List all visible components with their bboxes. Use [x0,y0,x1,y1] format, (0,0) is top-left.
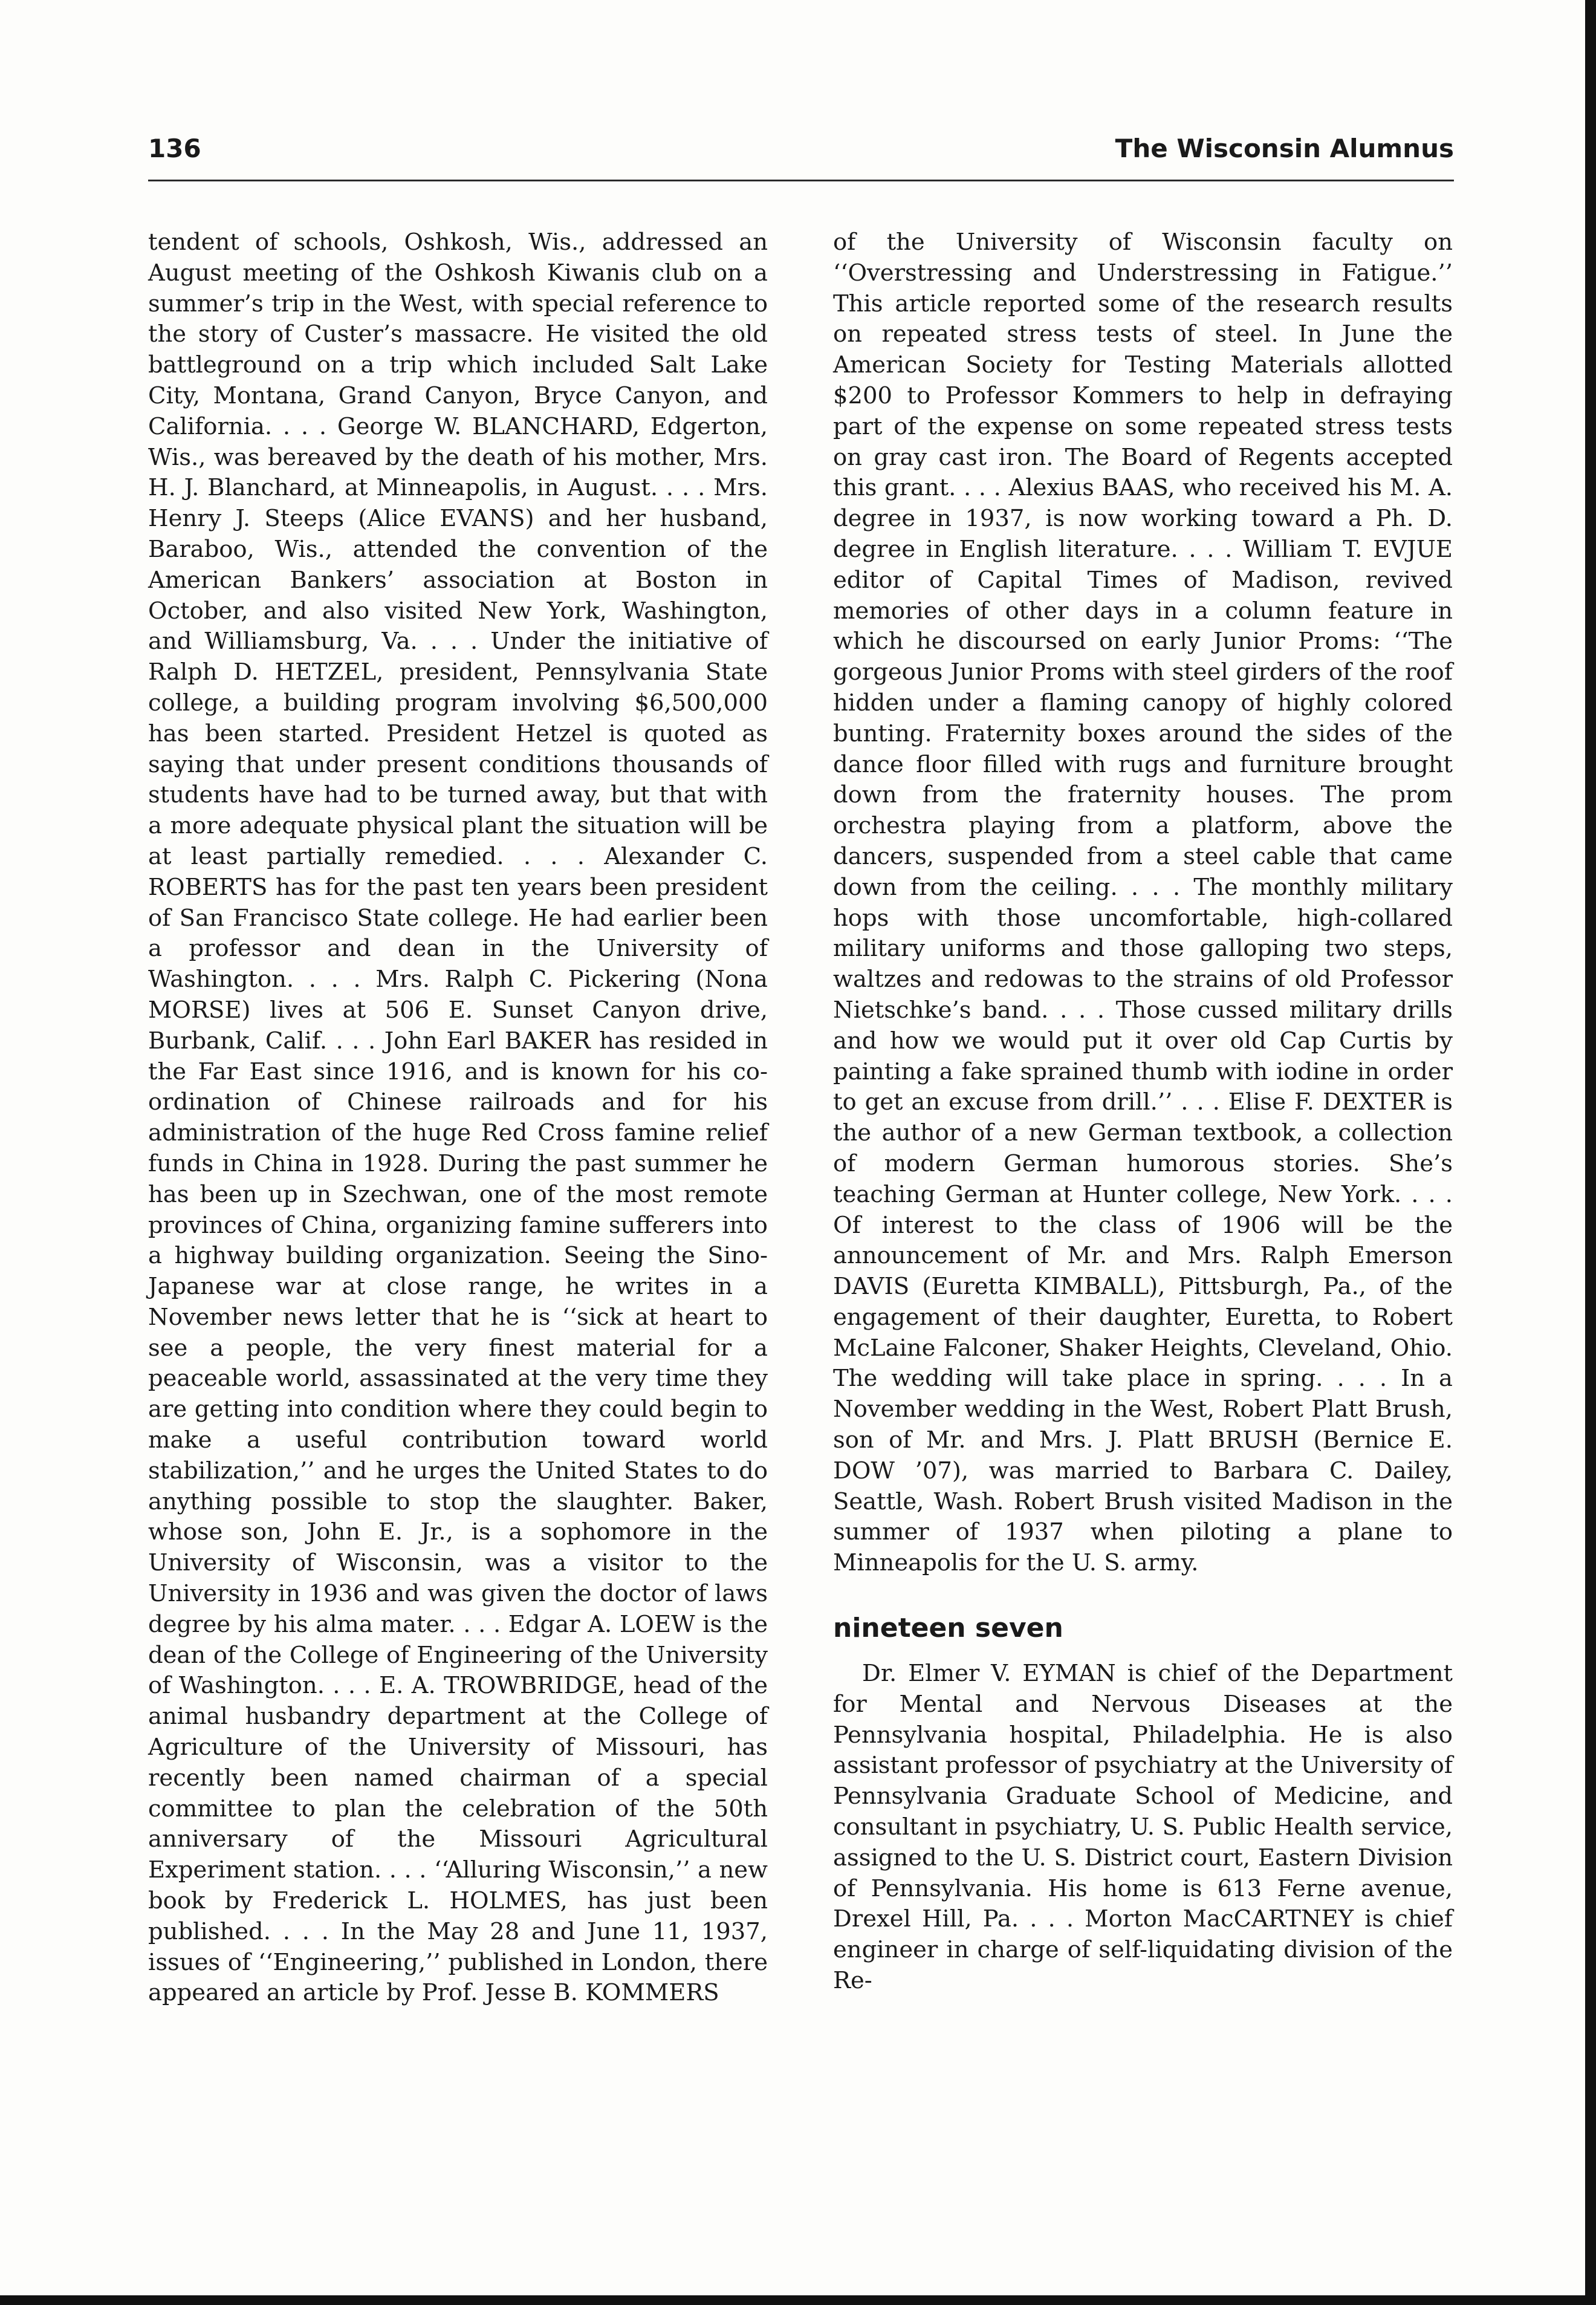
section-heading: nineteen seven [833,1613,1063,1644]
left-column [148,227,768,2009]
section-text: Dr. Elmer V. EYMAN is chief of the Department for Mental and Nervous Diseases at the Pennsylvania hospital, Philadelphia. He is also assistant professor of psychiatry at the University of Pennsylvania Graduate School of Medicine, and consultant in psychiatry, U. S. Public Health service, assigned to the U. S. District court, Eastern Division of Pennsylvania. His home is 613 Ferne avenue, Drexel Hill, Pa. . . . Morton MacCARTNEY is chief engineer in charge of self-liquidating division of the Re- [833,1660,1453,1995]
page-number: 136 [148,134,201,163]
left-column-text: tendent of schools, Oshkosh, Wis., addressed an August meeting of the Oshkosh Kiwanis club on a summer’s trip in the West, with special reference to the story of Custer’s massacre. He visited the old battleground on a trip which included Salt Lake City, Montana, Grand Canyon, Bryce Canyon, and California. . . . George W. BLANCHARD, Edgerton, Wis., was bereaved by the death of his mother, Mrs. H. J. Blanchard, at Minneapolis, in August. . . . Mrs. Henry J. Steeps (Alice EVANS) and her husband, Baraboo, Wis., attended the convention of the American Bankers’ association at Boston in October, and also visited New York, Washington, and Williamsburg, Va. . . . Under the initiative of Ralph D. HETZEL, president, Pennsylvania State college, a building program involving $6,500,000 has been started. President Hetzel is quoted as saying that under present conditions thousands of students have had to be turned away, but that with a more adequate physical plant the situation will be at least partially remedied. . . . Alexander C. ROBERTS has for the past ten years been president of San Francisco State college. He had earlier been a professor and dean in the University of Washington. . . . Mrs. Ralph C. Pickering (Nona MORSE) lives at 506 E. Sunset Canyon drive, Burbank, Calif. . . . John Earl BAKER has resided in the Far East since 1916, and is known for his co-ordination of Chinese railroads and for his administration of the huge Red Cross famine relief funds in China in 1928. During the past summer he has been up in Szechwan, one of the most remote provinces of China, organizing famine sufferers into a highway building organization. Seeing the Sino-Japanese war at close range, he writes in a November news letter that he is ‘‘sick at heart to see a people, the very finest material for a peaceable world, assassinated at the very time they are getting into condition where they could begin to make a useful contribution toward world stabilization,’’ and he urges the United States to do anything possible to stop the slaughter. Baker, whose son, John E. Jr., is a sophomore in the University of Wisconsin, was a visitor to the University in 1936 and was given the doctor of laws degree by his alma mater. . . . Edgar A. LOEW is the dean of the College of Engineering of the University of Washington. . . . E. A. TROWBRIDGE, head of the animal husbandry department at the College of Agriculture of the University of Missouri, has recently been named chairman of a special committee to plan the celebration of the 50th anniversary of the Missouri Agricultural Experiment station. . . . ‘‘Alluring Wisconsin,’’ a new book by Frederick L. HOLMES, has just been published. . . . In the May 28 and June 11, 1937, issues of ‘‘Engineering,’’ published in London, there appeared an article by Prof. Jesse B. KOMMERS [148,229,768,2007]
right-column [833,227,1453,1997]
publication-title: The Wisconsin Alumnus [1115,134,1454,163]
scan-edge-right [1585,0,1596,2305]
right-column-text: of the University of Wisconsin faculty on ‘‘Overstressing and Understressing in Fatigue.’’ This article reported some of the research results on repeated stress tests of steel. In June the American Society for Testing Materials allotted $200 to Professor Kommers to help in defraying part of the expense on some repeated stress tests on gray cast iron. The Board of Regents accepted this grant. . . . Alexius BAAS, who received his M. A. degree in 1937, is now working toward a Ph. D. degree in English literature. . . . William T. EVJUE editor of Capital Times of Madison, revived memories of other days in a column feature in which he discoursed on early Junior Proms: ‘‘The gorgeous Junior Proms with steel girders of the roof hidden under a flaming canopy of highly colored bunting. Fraternity boxes around the sides of the dance floor filled with rugs and furniture brought down from the fraternity houses. The prom orchestra playing from a platform, above the dancers, suspended from a steel cable that came down from the ceiling. . . . The monthly military hops with those uncomfortable, high-collared military uniforms and those galloping two steps, waltzes and redowas to the strains of old Professor Nietschke’s band. . . . Those cussed military drills and how we would put it over old Cap Curtis by painting a fake sprained thumb with iodine in order to get an excuse from drill.’’ . . . Elise F. DEXTER is the author of a new German textbook, a collection of modern German humorous stories. She’s teaching German at Hunter college, New York. . . . Of interest to the class of 1906 will be the announcement of Mr. and Mrs. Ralph Emerson DAVIS (Euretta KIMBALL), Pittsburgh, Pa., of the engagement of their daughter, Euretta, to Robert McLaine Falconer, Shaker Heights, Cleveland, Ohio. The wedding will take place in spring. . . . In a November wedding in the West, Robert Platt Brush, son of Mr. and Mrs. J. Platt BRUSH (Bernice E. DOW ’07), was married to Barbara C. Dailey, Seattle, Wash. Robert Brush visited Madison in the summer of 1937 when piloting a plane to Minneapolis for the U. S. army. [833,229,1453,1577]
scan-edge-bottom [0,2295,1596,2305]
header-rule [148,180,1454,181]
page-header [148,131,1454,167]
